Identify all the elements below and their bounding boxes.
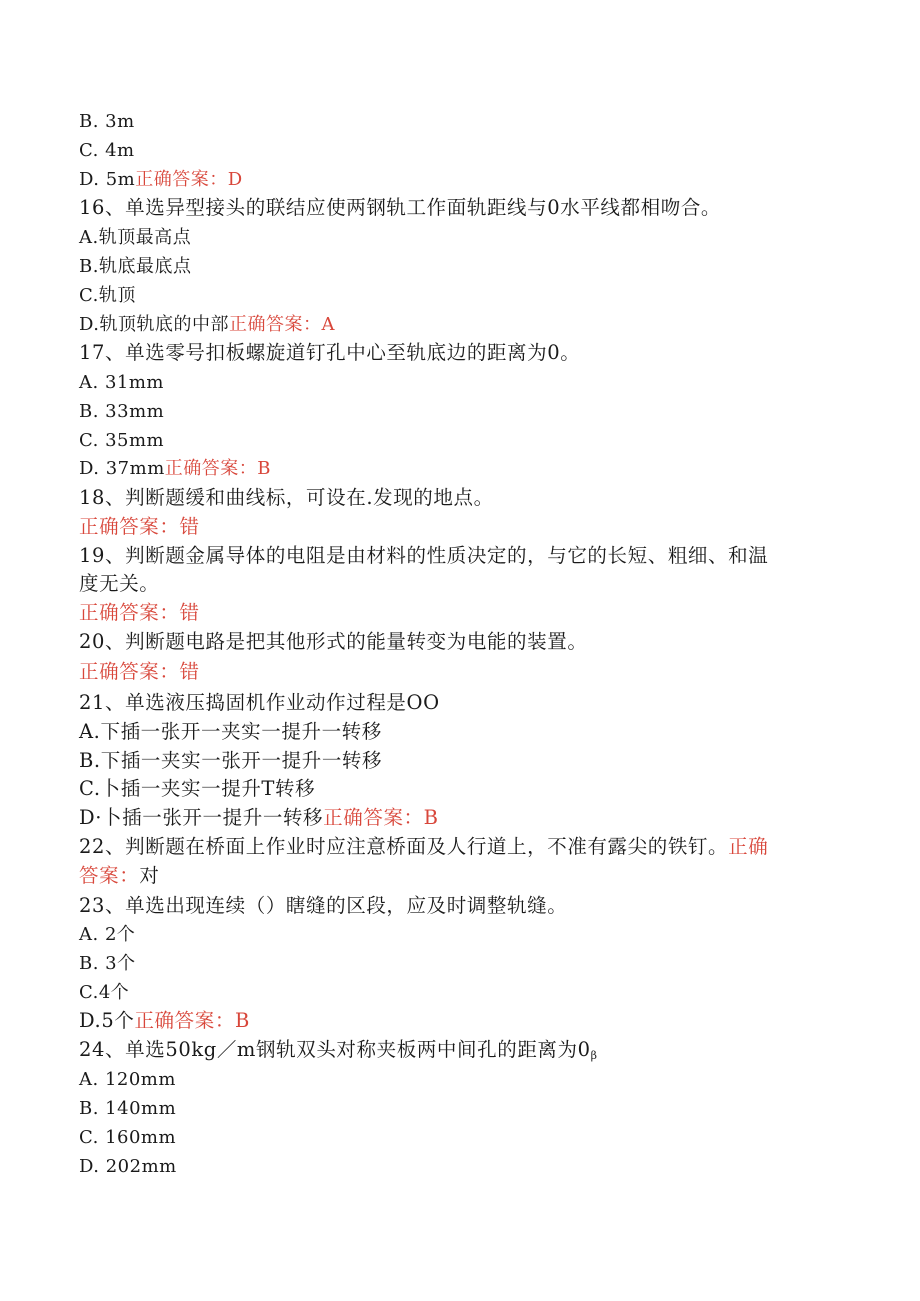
question-24-stem [79, 1038, 598, 1068]
correct-answer: 正确答案：错 [79, 515, 200, 538]
correct-answer: 正确答案：错 [79, 601, 200, 624]
option-text: D. 5m [79, 169, 136, 190]
q24-option-c: C. 160mm [79, 1127, 177, 1148]
q24-option-a: A. 120mm [79, 1069, 176, 1090]
q21-option-b: B.下插一夹实一张开一提升一转移 [79, 749, 383, 772]
question-20-stem: 20、判断题电路是把其他形式的能量转变为电能的装置。 [79, 630, 588, 653]
option-text: D. 37mm [79, 458, 165, 479]
subscript: β [590, 1049, 598, 1062]
question-22-answer [79, 864, 159, 888]
q23-option-d [79, 1009, 250, 1033]
correct-answer: 正确答案：D [135, 169, 243, 190]
q17-option-a: A. 31mm [79, 372, 164, 393]
q17-option-d [79, 457, 271, 481]
q23-option-a: A. 2个 [79, 924, 136, 945]
correct-answer-label: 答案： [79, 864, 140, 887]
q16-option-d [79, 313, 335, 337]
correct-answer-value: 对 [139, 864, 160, 887]
q24-option-d: D. 202mm [79, 1156, 177, 1177]
q17-option-c: C. 35mm [79, 430, 165, 451]
correct-answer: 正确答案：B [323, 806, 439, 829]
question-21-stem: 21、单选液压捣固机作业动作过程是OO [79, 691, 440, 714]
question-16-stem: 16、单选异型接头的联结应使两钢轨工作面轨距线与0水平线都相吻合。 [79, 196, 722, 219]
q16-option-c: C.轨顶 [79, 285, 136, 306]
option-text: D·卜插一张开一提升一转移 [79, 806, 324, 829]
option-text: D.5个 [79, 1009, 135, 1032]
question-17-stem: 17、单选零号扣板螺旋道钉孔中心至轨底边的距离为0。 [79, 341, 581, 364]
question-22-stem [79, 835, 768, 859]
option-d [79, 168, 243, 192]
q16-option-b: B.轨底最底点 [79, 256, 192, 277]
q16-option-a: A.轨顶最高点 [79, 227, 192, 248]
option-b: B. 3m [79, 111, 135, 132]
q21-option-d [79, 806, 439, 830]
question-23-stem: 23、单选出现连续（）瞎缝的区段，应及时调整轨缝。 [79, 894, 568, 917]
q23-option-c: C.4个 [79, 982, 130, 1003]
q23-option-b: B. 3个 [79, 953, 136, 974]
correct-answer: 正确答案：A [229, 314, 336, 335]
correct-answer: 正确答案：B [134, 1009, 250, 1032]
correct-answer: 正确答案：B [164, 458, 272, 479]
q17-option-b: B. 33mm [79, 401, 165, 422]
question-18-stem: 18、判断题缓和曲线标，可设在.发现的地点。 [79, 486, 494, 509]
q24-option-b: B. 140mm [79, 1098, 177, 1119]
question-text: 24、单选50kg／m钢轨双头对称夹板两中间孔的距离为0 [79, 1038, 591, 1061]
question-19-stem-line2: 度无关。 [79, 572, 160, 595]
correct-answer-label: 正确 [728, 835, 769, 858]
correct-answer: 正确答案：错 [79, 660, 200, 683]
option-c: C. 4m [79, 140, 135, 161]
question-text: 22、判断题在桥面上作业时应注意桥面及人行道上，不准有露尖的铁钉。 [79, 835, 729, 858]
question-19-stem-line1: 19、判断题金属导体的电阻是由材料的性质决定的，与它的长短、粗细、和温 [79, 544, 769, 567]
option-text: D.轨顶轨底的中部 [79, 314, 230, 335]
q21-option-a: A.下插一张开一夹实一提升一转移 [79, 720, 382, 743]
q21-option-c: C.卜插一夹实一提升T转移 [79, 777, 316, 800]
